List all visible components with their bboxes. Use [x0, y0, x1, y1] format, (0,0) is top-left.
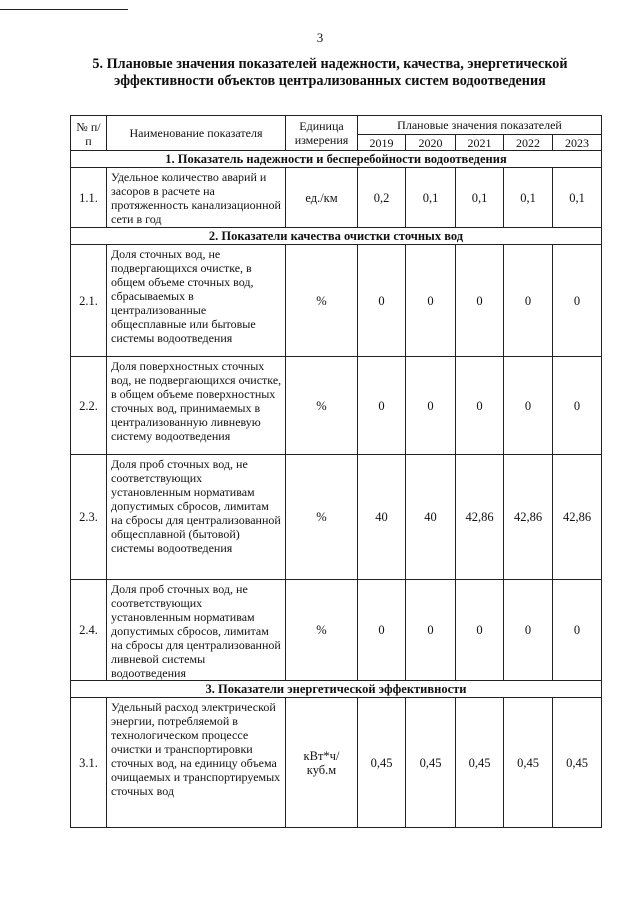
value-cell: 0	[456, 245, 504, 357]
section-heading: 3. Показатели энергетической эффективности	[71, 681, 602, 698]
header-rule	[0, 9, 128, 10]
header-plan: Плановые значения показателей	[358, 116, 602, 135]
value-cell: 0	[553, 357, 602, 455]
value-cell: 0	[504, 357, 553, 455]
header-year: 2021	[456, 135, 504, 151]
value-cell: 0,1	[456, 168, 504, 228]
unit-cell: %	[286, 455, 358, 580]
unit-cell: %	[286, 580, 358, 681]
table-row	[71, 580, 602, 681]
unit-cell: %	[286, 245, 358, 357]
value-cell: 0,45	[456, 698, 504, 828]
value-cell: 0	[358, 245, 406, 357]
value-cell: 42,86	[504, 455, 553, 580]
value-cell: 0,1	[504, 168, 553, 228]
row-number: 2.1.	[71, 245, 107, 357]
table-row	[71, 357, 602, 455]
section-row	[71, 151, 602, 168]
value-cell: 0	[358, 357, 406, 455]
indicator-name: Доля проб сточных вод, не соответствующих установленным нормативам допустимых сбросов, лимитам на сбросы для централизованной общесплавной (бытовой) системы водоотведения	[107, 455, 286, 580]
table-row	[71, 168, 602, 228]
unit-cell: ед./км	[286, 168, 358, 228]
table-row	[71, 698, 602, 828]
indicator-name: Доля сточных вод, не подвергающихся очистке, в общем объеме сточных вод, сбрасываемых в централизованные общесплавные или бытовые системы водоотведения	[107, 245, 286, 357]
value-cell: 42,86	[456, 455, 504, 580]
header-num: № п/п	[71, 116, 107, 151]
indicator-name: Доля проб сточных вод, не соответствующих установленным нормативам допустимых сбросов, лимитам на сбросы для централизованной ливневой системы водоотведения	[107, 580, 286, 681]
unit-cell: %	[286, 357, 358, 455]
unit-cell: кВт*ч/ куб.м	[286, 698, 358, 828]
header-year: 2022	[504, 135, 553, 151]
row-number: 3.1.	[71, 698, 107, 828]
value-cell: 0	[406, 580, 456, 681]
section-heading: 2. Показатели качества очистки сточных вод	[71, 228, 602, 245]
value-cell: 0,1	[406, 168, 456, 228]
row-number: 2.2.	[71, 357, 107, 455]
value-cell: 0,45	[358, 698, 406, 828]
indicator-name: Доля поверхностных сточных вод, не подвергающихся очистке, в общем объеме поверхностных сточных вод, принимаемых в централизованную ливневую систему водоотведения	[107, 357, 286, 455]
section-row	[71, 681, 602, 698]
indicator-name: Удельный расход электрической энергии, потребляемой в технологическом процессе очистки и транспортировки сточных вод, на единицу объема очищаемых и транспортируемых сточных вод	[107, 698, 286, 828]
header-unit: Единица измерения	[286, 116, 358, 151]
section-title: 5. Плановые значения показателей надежности, качества, энергетической эффективности объектов централизованных систем водоотведения	[92, 56, 568, 89]
table-row	[71, 245, 602, 357]
value-cell: 40	[358, 455, 406, 580]
indicators-table	[70, 115, 602, 828]
value-cell: 0	[358, 580, 406, 681]
value-cell: 0,45	[504, 698, 553, 828]
value-cell: 0	[504, 245, 553, 357]
value-cell: 0,45	[553, 698, 602, 828]
header-name: Наименование показателя	[107, 116, 286, 151]
header-year: 2023	[553, 135, 602, 151]
table-row	[71, 455, 602, 580]
indicator-name: Удельное количество аварий и засоров в расчете на протяженность канализационной сети в год	[107, 168, 286, 228]
value-cell: 0	[406, 357, 456, 455]
value-cell: 0,2	[358, 168, 406, 228]
page-number: 3	[316, 30, 324, 45]
value-cell: 0	[553, 580, 602, 681]
header-year: 2020	[406, 135, 456, 151]
value-cell: 0,1	[553, 168, 602, 228]
value-cell: 0	[504, 580, 553, 681]
section-row	[71, 228, 602, 245]
value-cell: 0,45	[406, 698, 456, 828]
row-number: 2.3.	[71, 455, 107, 580]
value-cell: 40	[406, 455, 456, 580]
value-cell: 0	[456, 357, 504, 455]
row-number: 2.4.	[71, 580, 107, 681]
value-cell: 0	[553, 245, 602, 357]
value-cell: 0	[406, 245, 456, 357]
value-cell: 42,86	[553, 455, 602, 580]
header-year: 2019	[358, 135, 406, 151]
value-cell: 0	[456, 580, 504, 681]
section-heading: 1. Показатель надежности и бесперебойности водоотведения	[71, 151, 602, 168]
row-number: 1.1.	[71, 168, 107, 228]
